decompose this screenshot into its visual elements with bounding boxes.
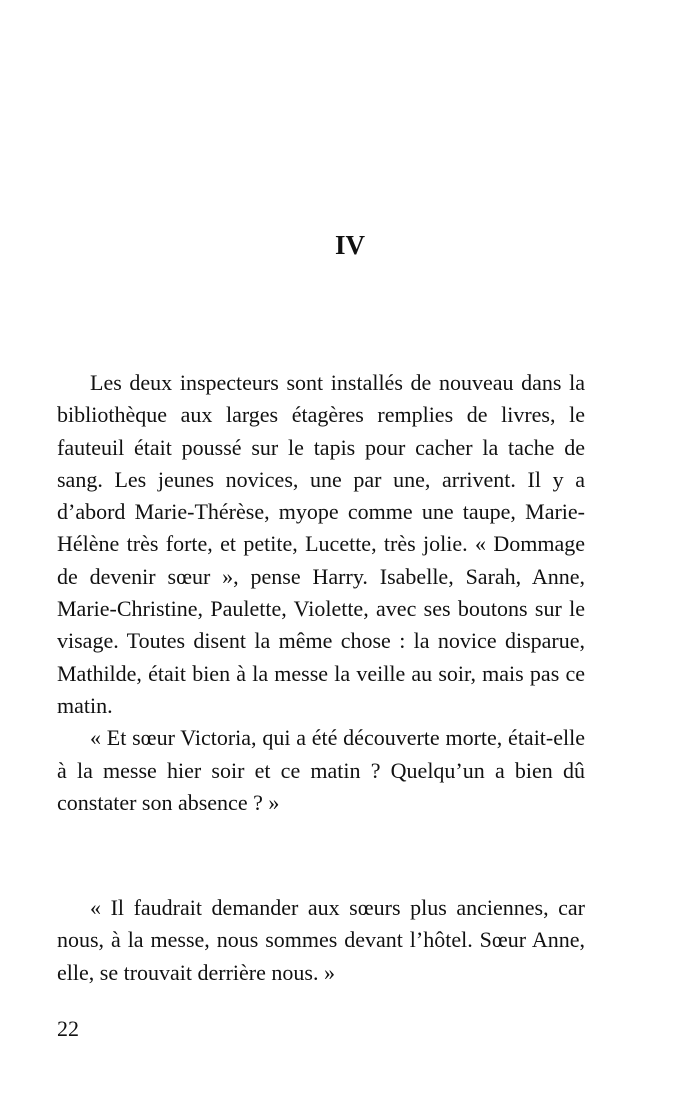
text-block-main [57, 367, 585, 819]
paragraph-narration: Les deux inspecteurs sont installés de nouveau dans la bibliothèque aux larges étagères remplies de livres, le fauteuil était poussé sur le tapis pour cacher la tache de sang. Les jeunes novices, une par une, arrivent. Il y a d’abord Marie-Thérèse, myope comme une taupe, Marie-Hélène très forte, et petite, Lucette, très jolie. « Dommage de devenir sœur », pense Harry. Isabelle, Sarah, Anne, Marie-Christine, Paulette, Violette, avec ses boutons sur le visage. Toutes disent la même chose : la novice disparue, Mathilde, était bien à la messe la veille au soir, mais pas ce matin. [57, 370, 585, 718]
text-block-reply [57, 892, 585, 989]
page-number: 22 [57, 1016, 79, 1041]
paragraph-dialogue-question: « Et sœur Victoria, qui a été découverte morte, était-elle à la messe hier soir et ce matin ? Quelqu’un a bien dû constater son absence ? » [57, 725, 585, 815]
chapter-heading: IV [334, 230, 365, 260]
paragraph-dialogue-answer: « Il faudrait demander aux sœurs plus anciennes, car nous, à la messe, nous sommes devant l’hôtel. Sœur Anne, elle, se trouvait derrière nous. » [57, 895, 585, 985]
